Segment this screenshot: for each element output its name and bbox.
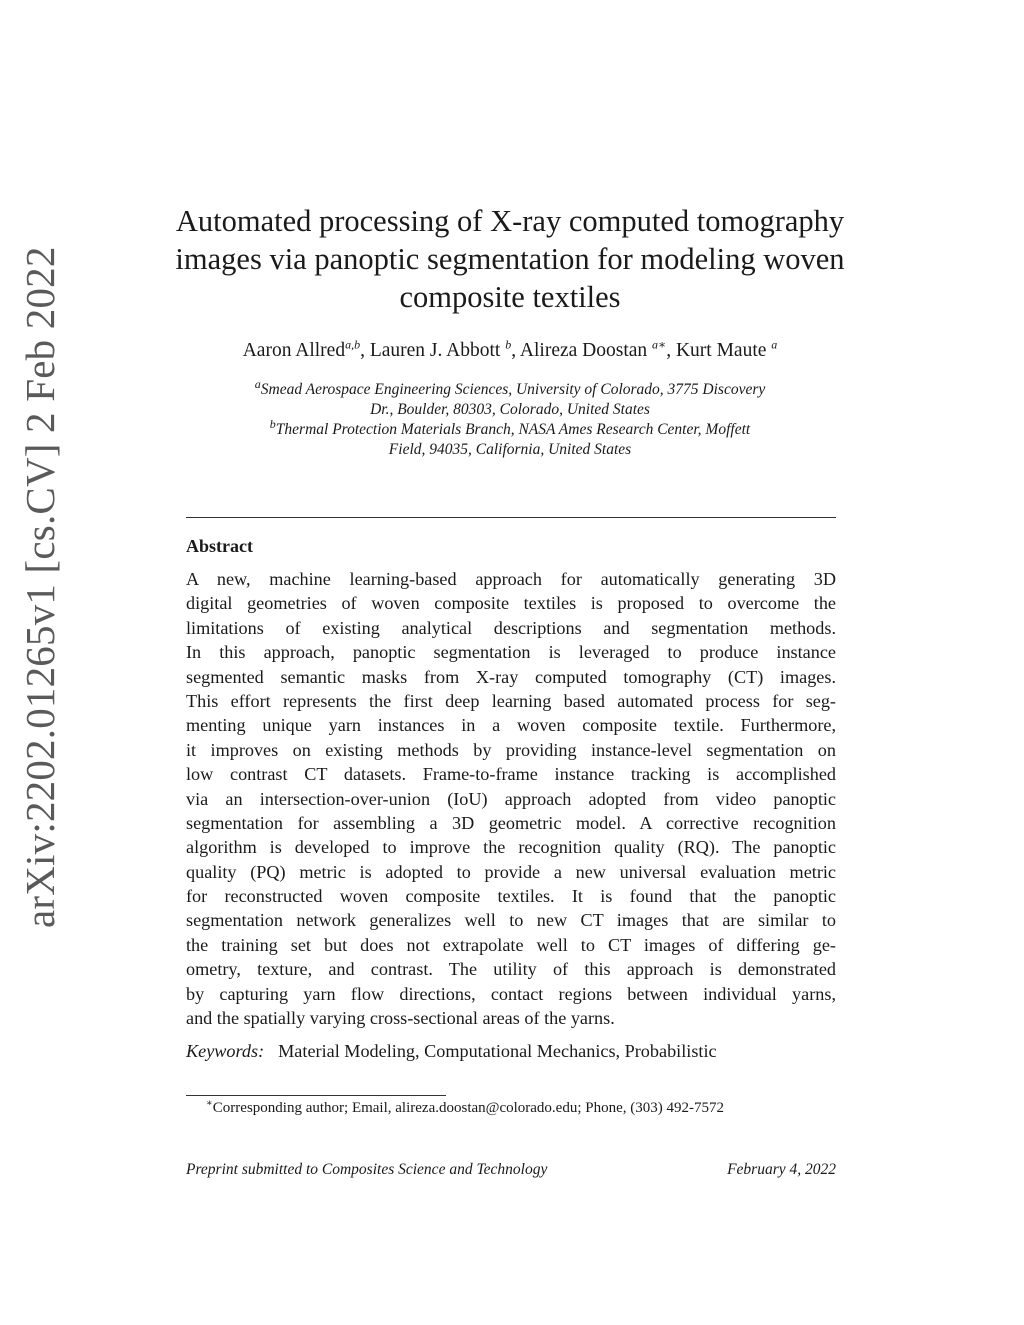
author-name: Lauren J. Abbott [369, 340, 506, 361]
abstract-line: In this approach, panoptic segmentation is leveraged to produce instance [186, 642, 836, 663]
affiliation-text: Smead Aerospace Engineering Sciences, University of Colorado, 3775 Discovery [260, 381, 766, 398]
author-name: Aaron Allred [242, 340, 346, 361]
abstract-line: segmentation for assembling a 3D geometric model. A corrective recognition [186, 812, 836, 833]
abstract-line: limitations of existing analytical descriptions and segmentation methods. [186, 617, 836, 638]
preprint-notice: Preprint submitted to Composites Science and Technology [186, 1161, 548, 1178]
corresponding-author-footnote [206, 1098, 724, 1118]
affiliation-line [170, 376, 850, 400]
abstract-line: the training set but does not extrapolate well to CT images of differing ge- [186, 934, 836, 955]
author-separator: , [666, 340, 676, 361]
section-divider [186, 517, 836, 518]
abstract-line: for reconstructed woven composite textiles. It is found that the panoptic [186, 886, 836, 907]
submission-date: February 4, 2022 [727, 1161, 836, 1178]
footnote-divider [186, 1095, 446, 1096]
abstract-line: A new, machine learning-based approach for automatically generating 3D [186, 569, 836, 589]
abstract-line: it improves on existing methods by providing instance-level segmentation on [186, 739, 836, 760]
keywords-list: Material Modeling, Computational Mechanics, Probabilistic [278, 1041, 717, 1061]
keywords-label: Keywords: [186, 1041, 265, 1061]
affiliations [170, 376, 850, 460]
abstract-line: by capturing yarn flow directions, contact regions between individual yarns, [186, 983, 836, 1004]
title-line: Automated processing of X-ray computed tomography [175, 204, 845, 238]
author-separator: , [360, 340, 370, 361]
abstract-line: digital geometries of woven composite textiles is proposed to overcome the [186, 593, 836, 614]
keywords [186, 1039, 717, 1063]
affiliation-marker: a [254, 376, 261, 391]
abstract-line: algorithm is developed to improve the recognition quality (RQ). The panoptic [186, 837, 836, 858]
affiliation-text: Dr., Boulder, 80303, Colorado, United States [370, 401, 650, 418]
footnote-marker: ∗ [206, 1098, 213, 1109]
affiliation-line [170, 440, 850, 460]
author-name: Alireza Doostan [519, 340, 653, 361]
author-list [130, 338, 890, 364]
title-line: composite textiles [399, 280, 621, 314]
abstract-line: menting unique yarn instances in a woven composite textile. Furthermore, [186, 715, 836, 736]
abstract-line: This effort represents the first deep learning based automated process for seg- [186, 690, 836, 711]
title-line: images via panoptic segmentation for modeling woven [175, 242, 845, 276]
abstract-line: quality (PQ) metric is adopted to provide a new universal evaluation metric [186, 861, 836, 882]
abstract-line: and the spatially varying cross-sectional areas of the yarns. [186, 1008, 615, 1029]
footnote-text: Corresponding author; Email, alireza.doostan@colorado.edu; Phone, (303) 492-7572 [212, 1100, 724, 1116]
author-affiliation-marker: a,b [345, 337, 361, 352]
abstract-line: via an intersection-over-union (IoU) approach adopted from video panoptic [186, 788, 836, 809]
affiliation-line [170, 416, 850, 440]
abstract-line: segmented semantic masks from X-ray computed tomography (CT) images. [186, 666, 836, 687]
author-affiliation-marker: a [771, 337, 778, 352]
author-separator: , [511, 340, 520, 361]
paper-title [150, 202, 870, 316]
abstract-line: segmentation network generalizes well to new CT images that are similar to [186, 910, 836, 931]
abstract-heading: Abstract [186, 536, 253, 556]
affiliation-marker: b [269, 416, 276, 431]
author-name: Kurt Maute [675, 340, 772, 361]
arxiv-identifier: arXiv:2202.01265v1 [cs.CV] 2 Feb 2022 [17, 246, 63, 928]
author-affiliation-marker: a∗ [652, 337, 667, 352]
abstract-line: ometry, texture, and contrast. The utility of this approach is demonstrated [186, 959, 836, 980]
abstract-line: low contrast CT datasets. Frame-to-frame instance tracking is accomplished [186, 764, 836, 785]
abstract-text [186, 567, 836, 1030]
author-affiliation-marker: b [505, 337, 512, 352]
affiliation-text: Thermal Protection Materials Branch, NASA Ames Research Center, Moffett [275, 421, 751, 438]
affiliation-text: Field, 94035, California, United States [388, 441, 632, 458]
